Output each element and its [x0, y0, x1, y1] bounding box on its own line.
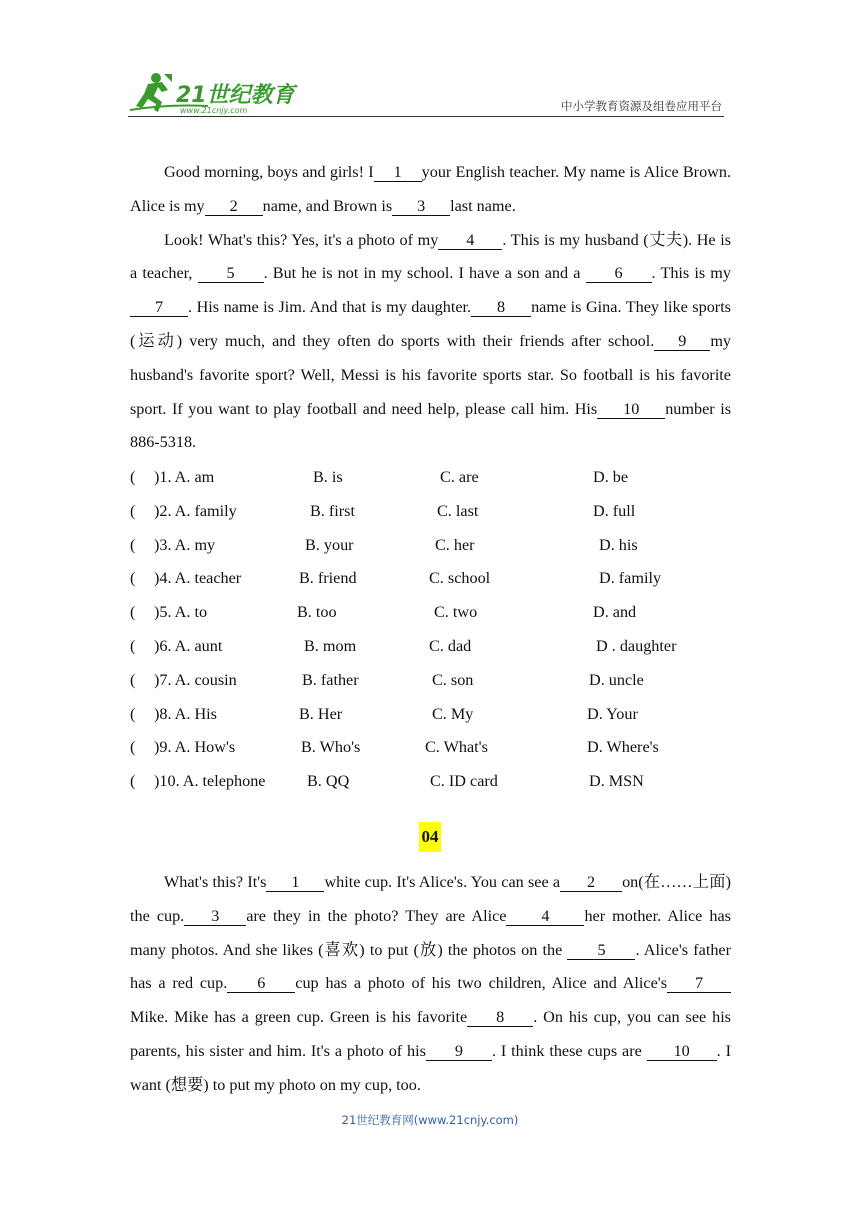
header-platform-text: 中小学教育资源及组卷应用平台: [561, 99, 722, 113]
option-c: C. What's: [425, 738, 488, 757]
blank-9: 9: [654, 332, 710, 351]
option-b: B. Who's: [301, 738, 361, 757]
question-row: [130, 698, 731, 732]
option-c: C. My: [432, 704, 474, 723]
option-c: C. dad: [429, 636, 472, 655]
logo-text: 21世纪教育: [176, 83, 295, 108]
option-a: )5. A. to: [154, 603, 208, 622]
question-row: [130, 664, 731, 698]
answer-bracket: (: [130, 468, 136, 486]
question-row: [130, 562, 731, 596]
option-c: C. ID card: [430, 772, 498, 791]
text: name is Gina. They like sports (运动) very much, and they often do sports with their friends after school.: [130, 298, 731, 350]
answer-bracket: (: [130, 704, 136, 723]
option-a: )7. A. cousin: [154, 670, 237, 689]
question-row: [130, 596, 731, 630]
answer-bracket: (: [130, 636, 136, 655]
runner-logo-icon: [128, 70, 303, 116]
option-d: D. be: [593, 468, 629, 486]
answer-bracket: (: [130, 535, 136, 554]
option-b: B. QQ: [307, 772, 350, 791]
blank-1: 1: [266, 873, 324, 892]
text: number is 886-5318.: [130, 399, 731, 452]
text: last name.: [450, 196, 516, 215]
option-b: B. Her: [299, 704, 343, 723]
option-a: )6. A. aunt: [154, 636, 223, 655]
option-d: D. his: [599, 535, 638, 554]
option-a: )4. A. teacher: [154, 569, 242, 588]
logo: [128, 70, 303, 116]
option-c: C. her: [435, 535, 475, 554]
text: What's this? It's: [164, 873, 267, 891]
passage-1: [130, 156, 731, 460]
option-a: )8. A. His: [154, 704, 217, 723]
option-d: D . daughter: [596, 636, 677, 655]
answer-bracket: (: [130, 569, 136, 588]
text: . I think these cups are: [491, 1041, 647, 1060]
option-d: D. family: [599, 569, 662, 588]
section-number: 04: [419, 822, 441, 852]
text: . This is my husband (丈夫). He is a teacher,: [130, 230, 732, 283]
logo-url: www.21cnjy.com: [180, 106, 248, 115]
page-footer: 21世纪教育网(www.21cnjy.com): [341, 1113, 519, 1127]
text: your English teacher. My name is Alice Brown. Alice is my: [130, 163, 732, 215]
option-b: B. mom: [304, 636, 357, 655]
option-a: )2. A. family: [154, 501, 237, 520]
text: cup has a photo of his two children, Alice and Alice's: [295, 974, 667, 993]
text: . But he is not in my school. I have a son and a: [263, 264, 586, 283]
text: . I want (想要) to put my photo on my cup, too.: [130, 1041, 731, 1094]
paragraph-1: [130, 156, 731, 224]
option-d: D. full: [593, 501, 636, 520]
text: are they in the photo? They are Alice: [246, 906, 507, 925]
blank-2: 2: [205, 197, 263, 216]
text: name, and Brown is: [262, 196, 393, 215]
blank-5: 5: [567, 941, 635, 960]
page-header: [128, 68, 724, 118]
blank-10: 10: [647, 1042, 717, 1061]
option-c: C. school: [429, 569, 491, 588]
blank-8: 8: [471, 298, 531, 317]
text: Good morning, boys and girls! I: [164, 163, 374, 181]
option-a: )1. A. am: [154, 468, 215, 486]
question-row: [130, 529, 731, 563]
question-row: [130, 731, 731, 765]
option-b: B. too: [297, 603, 337, 622]
blank-6: 6: [227, 974, 295, 993]
option-b: B. your: [305, 535, 354, 554]
blank-4: 4: [506, 907, 584, 926]
blank-4: 4: [438, 231, 502, 250]
text: white cup. It's Alice's. You can see a: [324, 873, 561, 891]
option-d: D. Your: [587, 704, 638, 723]
answer-bracket: (: [130, 670, 136, 689]
option-b: B. first: [310, 501, 355, 520]
option-a: )10. A. telephone: [154, 772, 266, 791]
blank-7: 7: [130, 298, 188, 317]
passage-2: [130, 866, 731, 1103]
blank-1: 1: [374, 163, 422, 182]
answer-bracket: (: [130, 603, 136, 622]
blank-2: 2: [560, 873, 622, 892]
answer-bracket: (: [130, 501, 136, 520]
paragraph-3: [130, 866, 731, 1103]
text: my husband's favorite sport? Well, Messi is his favorite sports star. So football is his favorite sport. If you want to play football and need help, please call him. His: [130, 331, 731, 418]
option-b: B. is: [313, 468, 343, 486]
option-a: )9. A. How's: [154, 738, 236, 757]
option-c: C. last: [437, 501, 479, 520]
option-d: D. uncle: [589, 670, 644, 689]
blank-5: 5: [198, 264, 264, 283]
question-row: [130, 630, 731, 664]
blank-3: 3: [184, 907, 246, 926]
option-d: D. MSN: [589, 772, 644, 791]
text: . This is my: [651, 264, 731, 283]
option-c: C. are: [440, 468, 479, 486]
option-b: B. friend: [299, 569, 357, 588]
text: Look! What's this? Yes, it's a photo of my: [164, 230, 439, 249]
answer-bracket: (: [130, 738, 136, 757]
text: her mother. Alice has many photos. And she likes (喜欢) to put (放) the photos on the: [130, 906, 731, 959]
blank-6: 6: [586, 264, 652, 283]
option-d: D. Where's: [587, 738, 659, 757]
text: . On his cup, you can see his parents, his sister and him. It's a photo of his: [130, 1008, 731, 1060]
blank-7: 7: [667, 974, 731, 993]
answer-bracket: (: [130, 772, 136, 791]
option-d: D. and: [593, 603, 637, 622]
header-divider: [128, 116, 724, 117]
text: on(在……上面) the cup.: [130, 873, 731, 925]
option-a: )3. A. my: [154, 535, 216, 554]
question-row: [130, 461, 731, 495]
question-row: [130, 765, 731, 799]
blank-8: 8: [467, 1008, 533, 1027]
blank-9: 9: [426, 1042, 492, 1061]
option-b: B. father: [302, 670, 359, 689]
text: . His name is Jim. And that is my daughter.: [188, 298, 472, 317]
option-c: C. two: [434, 603, 478, 622]
text: Mike. Mike has a green cup. Green is his favorite: [130, 1008, 468, 1027]
blank-3: 3: [392, 197, 450, 216]
blank-10: 10: [597, 400, 665, 419]
question-list: [130, 461, 731, 799]
question-row: [130, 495, 731, 529]
text: . Alice's father has a red cup.: [130, 940, 731, 993]
option-c: C. son: [432, 670, 474, 689]
paragraph-2: [130, 224, 731, 461]
